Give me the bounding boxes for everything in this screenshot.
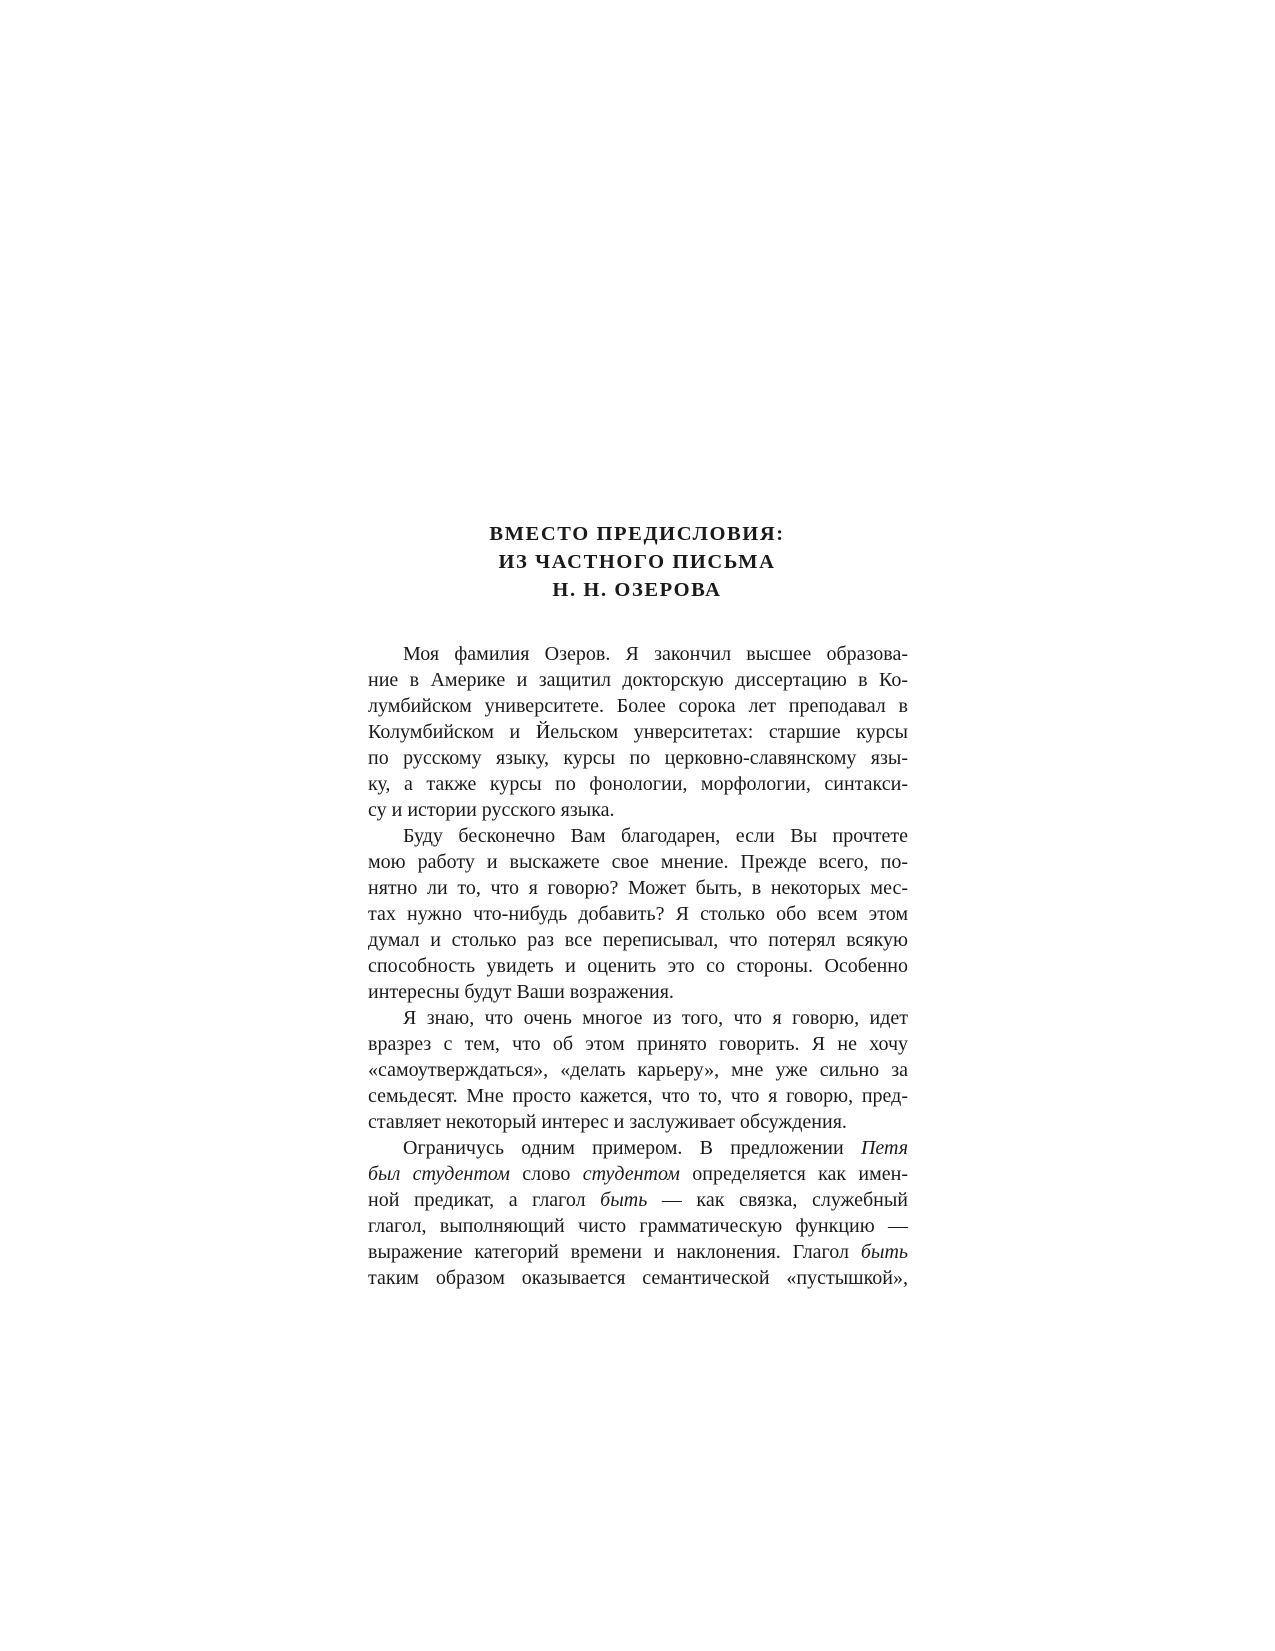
text-line: способность увидеть и оценить это со стороны. Особенно [368,955,908,977]
text-run: слово [522,1163,583,1185]
text-line [368,1239,908,1265]
text-line: по русскому языку, курсы по церковно-славянскому язы- [368,747,908,769]
text-line: мою работу и выскажете свое мнение. Прежде всего, по- [368,851,908,873]
italic-term: быть [860,1241,908,1263]
text-run: Ограничусь одним примером. В предложении [403,1137,861,1159]
text-line: семьдесят. Мне просто кажется, что то, что я говорю, пред- [368,1085,908,1107]
text-line: Колумбийском и Йельском унверситетах: старшие курсы [368,721,908,743]
text-line: интересны будут Ваши возражения. [368,981,674,1003]
text-run: — как связка, служебный [647,1189,908,1211]
text-line: таким образом оказывается семантической «пустышкой», [368,1267,908,1289]
text-line [368,1161,908,1187]
heading-line-1: ВМЕСТО ПРЕДИСЛОВИЯ: [489,523,785,545]
text-line: нятно ли то, что я говорю? Может быть, в некоторых мес- [368,877,908,899]
text-run: определяется как имен- [692,1163,909,1185]
text-line: глагол, выполняющий чисто грамматическую функцию — [368,1215,908,1237]
italic-term: быть [600,1189,648,1211]
italic-term: Петя [860,1137,908,1159]
text-line: лумбийском университете. Более сорока лет преподавал в [368,695,908,717]
text-line [368,1135,908,1161]
text-line: тах нужно что-нибудь добавить? Я столько обо всем этом [368,903,908,925]
text-run: выражение категорий времени и наклонения. Глагол [368,1241,861,1263]
text-line: ставляет некоторый интерес и заслуживает обсуждения. [368,1111,847,1133]
text-run: ной предикат, а глагол [368,1189,601,1211]
italic-term: был студентом [368,1163,510,1185]
text-line: ку, а также курсы по фонологии, морфологии, синтакси- [368,773,908,795]
text-line [368,1187,908,1213]
heading-line-3: Н. Н. ОЗЕРОВА [552,579,722,601]
text-line: «самоутверждаться», «делать карьеру», мне уже сильно за [368,1059,908,1081]
text-line: ние в Америке и защитил докторскую диссертацию в Ко- [368,669,908,691]
chapter-heading [366,520,908,604]
text-line: Я знаю, что очень многое из того, что я говорю, идет [403,1007,908,1029]
text-line: су и истории русского языка. [368,799,615,821]
text-line: Моя фамилия Озеров. Я закончил высшее образова- [403,643,908,665]
italic-term: студентом [582,1163,680,1185]
body-text [368,641,908,1291]
heading-line-2: ИЗ ЧАСТНОГО ПИСЬМА [498,551,776,573]
text-line: вразрез с тем, что об этом принято говорить. Я не хочу [368,1033,908,1055]
text-line: Буду бесконечно Вам благодарен, если Вы прочтете [403,825,908,847]
text-line: думал и столько раз все переписывал, что потерял всякую [368,929,908,951]
